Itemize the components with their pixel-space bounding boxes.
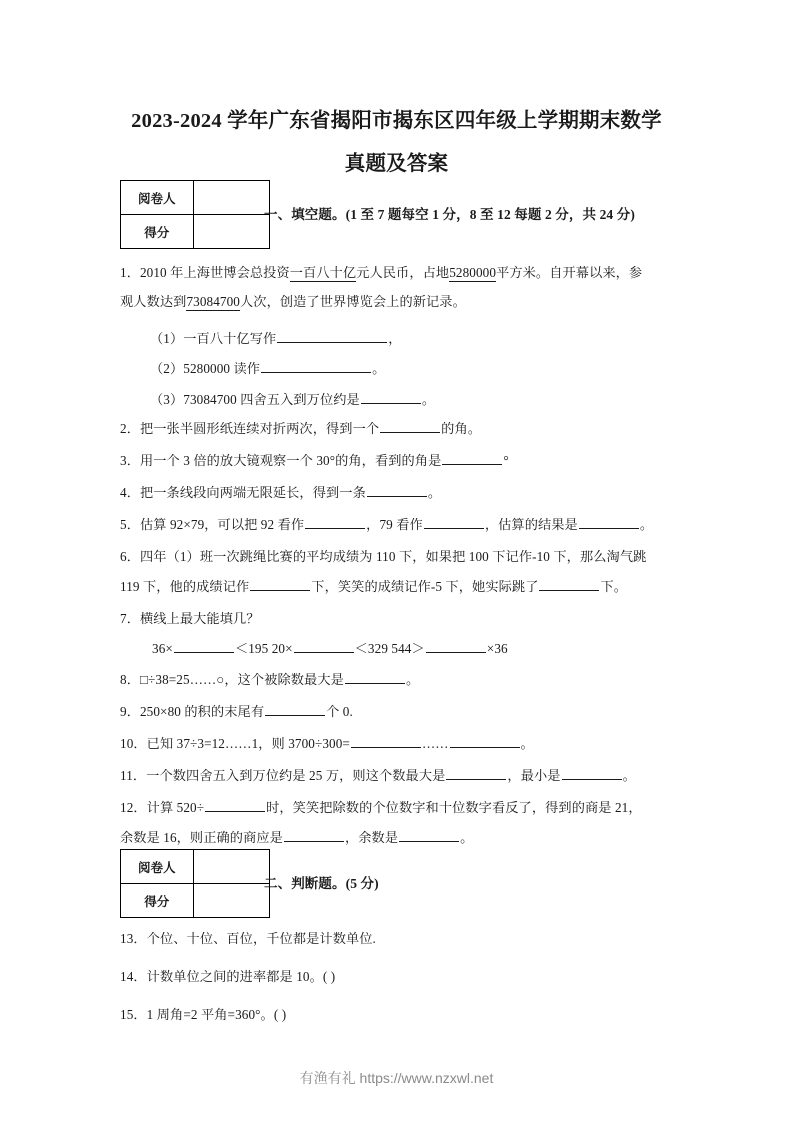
q1-text-c: 平方米。自开幕以来，参	[496, 265, 643, 280]
answer-blank[interactable]	[367, 481, 427, 497]
answer-blank[interactable]	[305, 513, 365, 529]
table-row	[121, 850, 270, 884]
title-line-2: 真题及答案	[344, 153, 449, 175]
question-7-prompt: 7．横线上最大能填几？	[120, 611, 260, 626]
q10-text-b: ……	[421, 736, 449, 751]
question-5	[120, 510, 653, 539]
table-row	[121, 215, 270, 249]
answer-blank[interactable]	[361, 388, 421, 404]
answer-blank[interactable]	[399, 826, 459, 842]
grader-value-cell[interactable]	[193, 850, 269, 884]
score-value-cell[interactable]	[193, 215, 269, 249]
q6-text-b: 下，笑笑的成绩记作-5 下，她实际跳了	[311, 579, 539, 594]
q11-text-c: 。	[622, 768, 636, 783]
q1-sub2-text: （2）5280000 读作	[150, 361, 261, 376]
footer-watermark: 有渔有礼 https://www.nzxwl.net	[299, 1070, 494, 1086]
question-7-inequalities	[152, 634, 508, 663]
q1-sub3-text: （3）73084700 四舍五入到万位约是	[150, 392, 360, 407]
answer-blank[interactable]	[284, 826, 344, 842]
q1-underlined-value-2: 5280000	[449, 265, 497, 280]
answer-blank[interactable]	[424, 513, 484, 529]
q1-sub3-punct: 。	[421, 392, 436, 407]
question-13: 13．个位、十位、百位，千位都是计数单位.	[120, 931, 376, 946]
grader-value-cell[interactable]	[193, 181, 269, 215]
q9-text-b: 个 0.	[326, 704, 353, 719]
answer-blank[interactable]	[579, 513, 639, 529]
answer-blank[interactable]	[277, 327, 387, 343]
q2-text-b: 的角。	[441, 421, 482, 436]
question-8	[120, 665, 419, 694]
q5-text-b: ，79 看作	[366, 517, 423, 532]
q1-text-e: 人次，创造了世界博览会上的新记录。	[240, 294, 466, 309]
q1-underlined-value-1: 一百八十亿	[289, 265, 357, 280]
q1-sub1-punct: ，	[388, 331, 402, 346]
table-row	[121, 181, 270, 215]
q4-text-b: 。	[427, 485, 442, 500]
q1-underlined-value-3: 73084700	[186, 294, 240, 309]
question-11	[120, 761, 636, 790]
q1-sub1-text: （1）一百八十亿写作	[150, 331, 277, 346]
q5-text-a: 5．估算 92×79，可以把 92 看作	[120, 517, 305, 532]
answer-blank[interactable]	[450, 732, 520, 748]
q6-text-c: 下。	[600, 579, 628, 594]
q11-text-a: 11．一个数四舍五入到万位约是 25 万，则这个数最大是	[120, 768, 446, 783]
question-12-line-2	[120, 823, 473, 852]
q4-text-a: 4．把一条线段向两端无限延长，得到一条	[120, 485, 366, 500]
answer-blank[interactable]	[294, 637, 354, 653]
question-10	[120, 729, 534, 758]
q12-text-b: 时，笑笑把除数的个位数字和十位数字看反了，得到的商是 21，	[266, 800, 642, 815]
question-15: 15．1 周角=2 平角=360°。( )	[120, 1007, 287, 1022]
score-label: 得分	[121, 215, 194, 249]
q6-text-a: 119 下，他的成绩记作	[120, 579, 250, 594]
q1-text-a: 1．2010 年上海世博会总投资	[120, 265, 290, 280]
q7-text-a: 36×	[152, 641, 173, 656]
q3-text-a: 3．用一个 3 倍的放大镜观察一个 30°的角，看到的角是	[120, 453, 442, 468]
q10-text-a: 10．已知 37÷3=12……1，则 3700÷300=	[120, 736, 350, 751]
question-6-line-2	[120, 572, 627, 601]
q5-text-d: 。	[639, 517, 654, 532]
q12-text-c: 余数是 16，则正确的商应是	[120, 830, 283, 845]
section-heading-true-false: 二、判断题。(5 分)	[264, 876, 379, 891]
answer-blank[interactable]	[250, 575, 310, 591]
question-2	[120, 414, 481, 443]
q7-text-c: ＜329 544＞	[354, 641, 425, 656]
question-1-sub-2	[150, 354, 385, 383]
answer-blank[interactable]	[351, 732, 421, 748]
q7-text-b: ＜195 20×	[234, 641, 293, 656]
title-line-1: 2023-2024 学年广东省揭阳市揭东区四年级上学期期末数学	[131, 110, 662, 132]
question-14: 14．计数单位之间的进率都是 10。( )	[120, 969, 336, 984]
answer-blank[interactable]	[345, 668, 405, 684]
answer-blank[interactable]	[426, 637, 486, 653]
q8-text-a: 8．□÷38=25……○，这个被除数最大是	[120, 672, 344, 687]
section-heading-fill-in-blanks: 一、填空题。(1 至 7 题每空 1 分，8 至 12 每题 2 分，共 24 分)	[264, 207, 635, 222]
question-6-line-1: 6．四年（1）班一次跳绳比赛的平均成绩为 110 下，如果把 100 下记作-10 下，那么淘气跳	[120, 549, 647, 564]
question-4	[120, 478, 441, 507]
question-12-line-1	[120, 793, 642, 822]
answer-blank[interactable]	[265, 700, 325, 716]
question-1-line-2	[120, 287, 466, 316]
q12-text-a: 12．计算 520÷	[120, 800, 205, 815]
question-1-line-1	[120, 258, 642, 287]
q9-text-a: 9．250×80 的积的末尾有	[120, 704, 265, 719]
q10-text-c: 。	[520, 736, 534, 751]
answer-blank[interactable]	[442, 449, 502, 465]
grader-label: 阅卷人	[121, 850, 194, 884]
answer-blank[interactable]	[562, 764, 622, 780]
q8-text-b: 。	[405, 672, 420, 687]
question-1-sub-1	[150, 324, 402, 353]
q5-text-c: ，估算的结果是	[484, 517, 578, 532]
answer-blank[interactable]	[380, 417, 440, 433]
q1-text-b: 元人民币，占地	[356, 265, 450, 280]
score-table-section-1	[120, 180, 270, 249]
q11-text-b: ，最小是	[507, 768, 561, 783]
page-title	[100, 100, 693, 186]
grader-label: 阅卷人	[121, 181, 194, 215]
question-9	[120, 697, 353, 726]
score-label: 得分	[121, 884, 194, 918]
question-3	[120, 446, 509, 475]
answer-blank[interactable]	[446, 764, 506, 780]
q3-text-b: °	[503, 453, 509, 468]
q7-text-d: ×36	[486, 641, 508, 656]
score-value-cell[interactable]	[193, 884, 269, 918]
q1-text-d: 观人数达到	[120, 294, 187, 309]
score-table-section-2	[120, 849, 270, 918]
table-row	[121, 884, 270, 918]
answer-blank[interactable]	[261, 357, 371, 373]
answer-blank[interactable]	[174, 637, 234, 653]
q2-text-a: 2．把一张半圆形纸连续对折两次，得到一个	[120, 421, 380, 436]
answer-blank[interactable]	[539, 575, 599, 591]
q12-text-d: ，余数是	[344, 830, 399, 845]
answer-blank[interactable]	[205, 796, 265, 812]
q1-sub2-punct: 。	[372, 361, 386, 376]
question-1-sub-3	[150, 385, 435, 414]
q12-text-e: 。	[460, 830, 474, 845]
